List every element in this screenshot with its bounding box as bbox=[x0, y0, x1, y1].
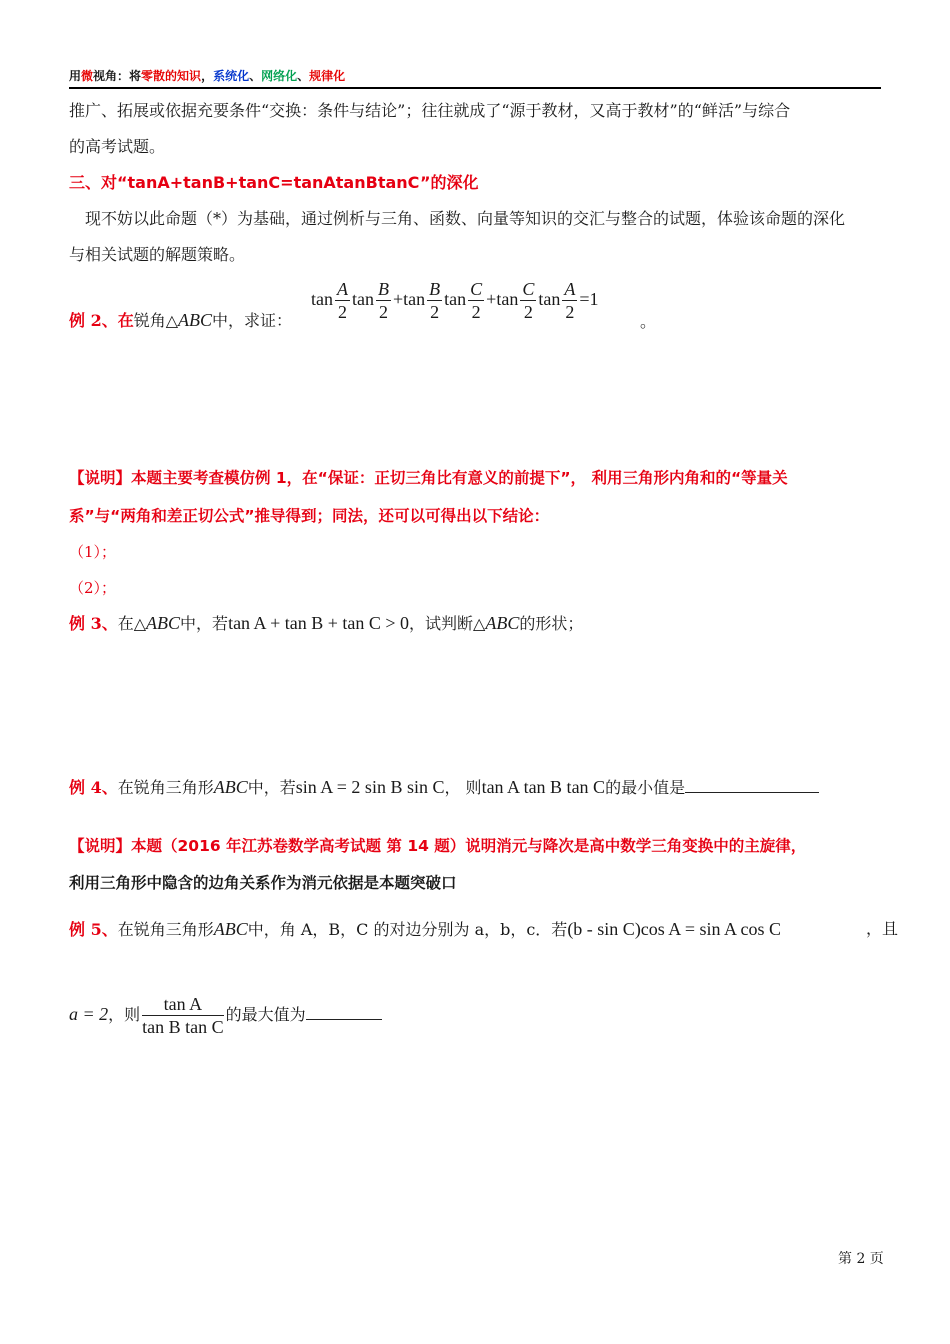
fraction-denominator: tan B tan C bbox=[142, 1017, 224, 1037]
example-label: 例 5 bbox=[69, 920, 102, 939]
paragraph-line: 推广、拓展或依据充要条件“交换：条件与结论”；往往就成了“源于教材，又高于教材”的“鲜活”与综合 bbox=[69, 101, 791, 120]
math-var: ABC bbox=[178, 310, 213, 330]
example-text: 的最大值为 bbox=[225, 1005, 306, 1024]
example-text: ， 则 bbox=[444, 778, 482, 797]
example-3-text bbox=[69, 611, 583, 636]
fraction-numerator: A bbox=[337, 279, 348, 300]
example-5-text bbox=[69, 917, 899, 942]
header-text: 、 bbox=[249, 69, 262, 83]
fraction-denominator: 2 bbox=[565, 302, 575, 323]
header-text: 规律化 bbox=[309, 69, 346, 83]
example-text: ，试判断△ bbox=[409, 614, 486, 633]
section-title: 三、对“tanA+tanB+tanC=tanAtanBtanC”的深化 bbox=[69, 173, 479, 192]
example-label-sep: 、 bbox=[101, 614, 118, 633]
header-text: 、 bbox=[297, 69, 310, 83]
fraction bbox=[335, 278, 350, 323]
fraction-denominator: 2 bbox=[471, 302, 481, 323]
example-label-sep: 、 bbox=[101, 920, 118, 939]
example-2-text bbox=[69, 308, 292, 333]
answer-blank[interactable] bbox=[306, 1001, 382, 1020]
math-var: ABC bbox=[213, 777, 248, 797]
example-text: 锐角△ bbox=[133, 311, 179, 330]
header-text: 视角：将 bbox=[93, 69, 142, 83]
fraction bbox=[468, 278, 484, 323]
fraction-denominator: 2 bbox=[523, 302, 533, 323]
example-text: 中，若 bbox=[247, 778, 296, 797]
header-text: 用 bbox=[69, 69, 82, 83]
note-line: 系”与“两角和差正切公式”推导得到；同法，还可以可得出以下结论： bbox=[69, 507, 550, 525]
note-line: 利用三角形中隐含的边角关系作为消元依据是本题突破口 bbox=[69, 874, 457, 892]
header-text: 零散的知识 bbox=[141, 69, 202, 83]
fraction bbox=[427, 278, 442, 323]
fraction-denominator: 2 bbox=[379, 302, 388, 323]
example-label: 例 3 bbox=[69, 614, 102, 633]
math-var: ABC bbox=[146, 613, 181, 633]
example-text: 的最小值是 bbox=[605, 778, 686, 797]
math-expression: sin A = 2 sin B sin C bbox=[295, 777, 445, 797]
header-text: ， bbox=[201, 69, 214, 83]
example-label: 例 4 bbox=[69, 778, 102, 797]
example-5-line2 bbox=[69, 990, 382, 1039]
example-text: 在锐角三角形 bbox=[117, 778, 214, 797]
math-var: ABC bbox=[213, 919, 248, 939]
example-label: 例 2、在 bbox=[69, 311, 134, 330]
example-4-text bbox=[69, 774, 819, 800]
page-number: 第 2 页 bbox=[838, 1251, 884, 1267]
math-op: + bbox=[486, 289, 497, 309]
note-line: 【说明】本题主要考查模仿例 1，在“保证：正切三角比有意义的前提下”， 利用三角形内角和的“等量关 bbox=[69, 469, 788, 487]
math-fn: tan bbox=[496, 289, 519, 309]
note-line: 【说明】本题（2016 年江苏卷数学高考试题 第 14 题）说明消元与降次是高中数学三角变换中的主旋律， bbox=[69, 837, 807, 855]
math-fn: tan bbox=[352, 289, 374, 309]
fraction bbox=[562, 278, 577, 323]
example-text: 中，角 A，B，C 的对边分别为 a，b，c．若 bbox=[247, 920, 568, 939]
example-text: 中，求证： bbox=[212, 311, 293, 330]
answer-blank[interactable] bbox=[685, 774, 819, 793]
math-op: + bbox=[393, 289, 404, 309]
math-fn: tan bbox=[311, 289, 333, 309]
fraction-numerator: A bbox=[564, 279, 576, 300]
header-text: 系统化 bbox=[213, 69, 250, 83]
fraction-numerator: tan A bbox=[142, 993, 224, 1016]
example-label-sep: 、 bbox=[101, 778, 118, 797]
fraction-numerator: B bbox=[429, 279, 441, 300]
example-text: 在△ bbox=[117, 614, 147, 633]
example-text: ，且 bbox=[866, 919, 899, 938]
example-text: ，则 bbox=[108, 1005, 141, 1024]
fraction-numerator: B bbox=[378, 279, 389, 300]
math-fn: tan bbox=[538, 289, 561, 309]
math-expression: a = 2 bbox=[69, 1004, 109, 1024]
fraction-denominator: 2 bbox=[338, 302, 347, 323]
fraction-numerator: C bbox=[470, 279, 483, 300]
example-text: 在锐角三角形 bbox=[117, 920, 214, 939]
paragraph-line: 现不妨以此命题（*）为基础，通过例析与三角、函数、向量等知识的交汇与整合的试题，体验该命题的深化 bbox=[85, 209, 846, 228]
math-fn: tan bbox=[444, 289, 467, 309]
example-text: 中，若 bbox=[180, 614, 229, 633]
header-text: 微 bbox=[81, 69, 94, 83]
paragraph-line: 与相关试题的解题策略。 bbox=[69, 245, 246, 264]
fraction-numerator: C bbox=[522, 279, 535, 300]
page-header bbox=[69, 67, 881, 89]
math-var: ABC bbox=[485, 613, 520, 633]
example-text: 的形状； bbox=[519, 614, 584, 633]
conclusion-item: （1）； bbox=[69, 543, 117, 561]
math-expression: (b - sin C)cos A = sin A cos C bbox=[567, 919, 781, 939]
fraction-denominator: 2 bbox=[430, 302, 440, 323]
math-fn: tan bbox=[403, 289, 426, 309]
math-expression: tan A tan B tan C bbox=[481, 777, 606, 797]
conclusion-item: （2）； bbox=[69, 579, 117, 597]
paragraph-line: 的高考试题。 bbox=[69, 137, 166, 156]
example-2-end: 。 bbox=[640, 312, 657, 331]
math-op: =1 bbox=[579, 289, 599, 309]
header-text: 网络化 bbox=[261, 69, 298, 83]
fraction bbox=[142, 993, 224, 1038]
fraction bbox=[376, 278, 391, 323]
example-2-formula bbox=[311, 275, 599, 323]
math-expression: tan A + tan B + tan C > 0 bbox=[228, 613, 410, 633]
fraction bbox=[520, 278, 536, 323]
